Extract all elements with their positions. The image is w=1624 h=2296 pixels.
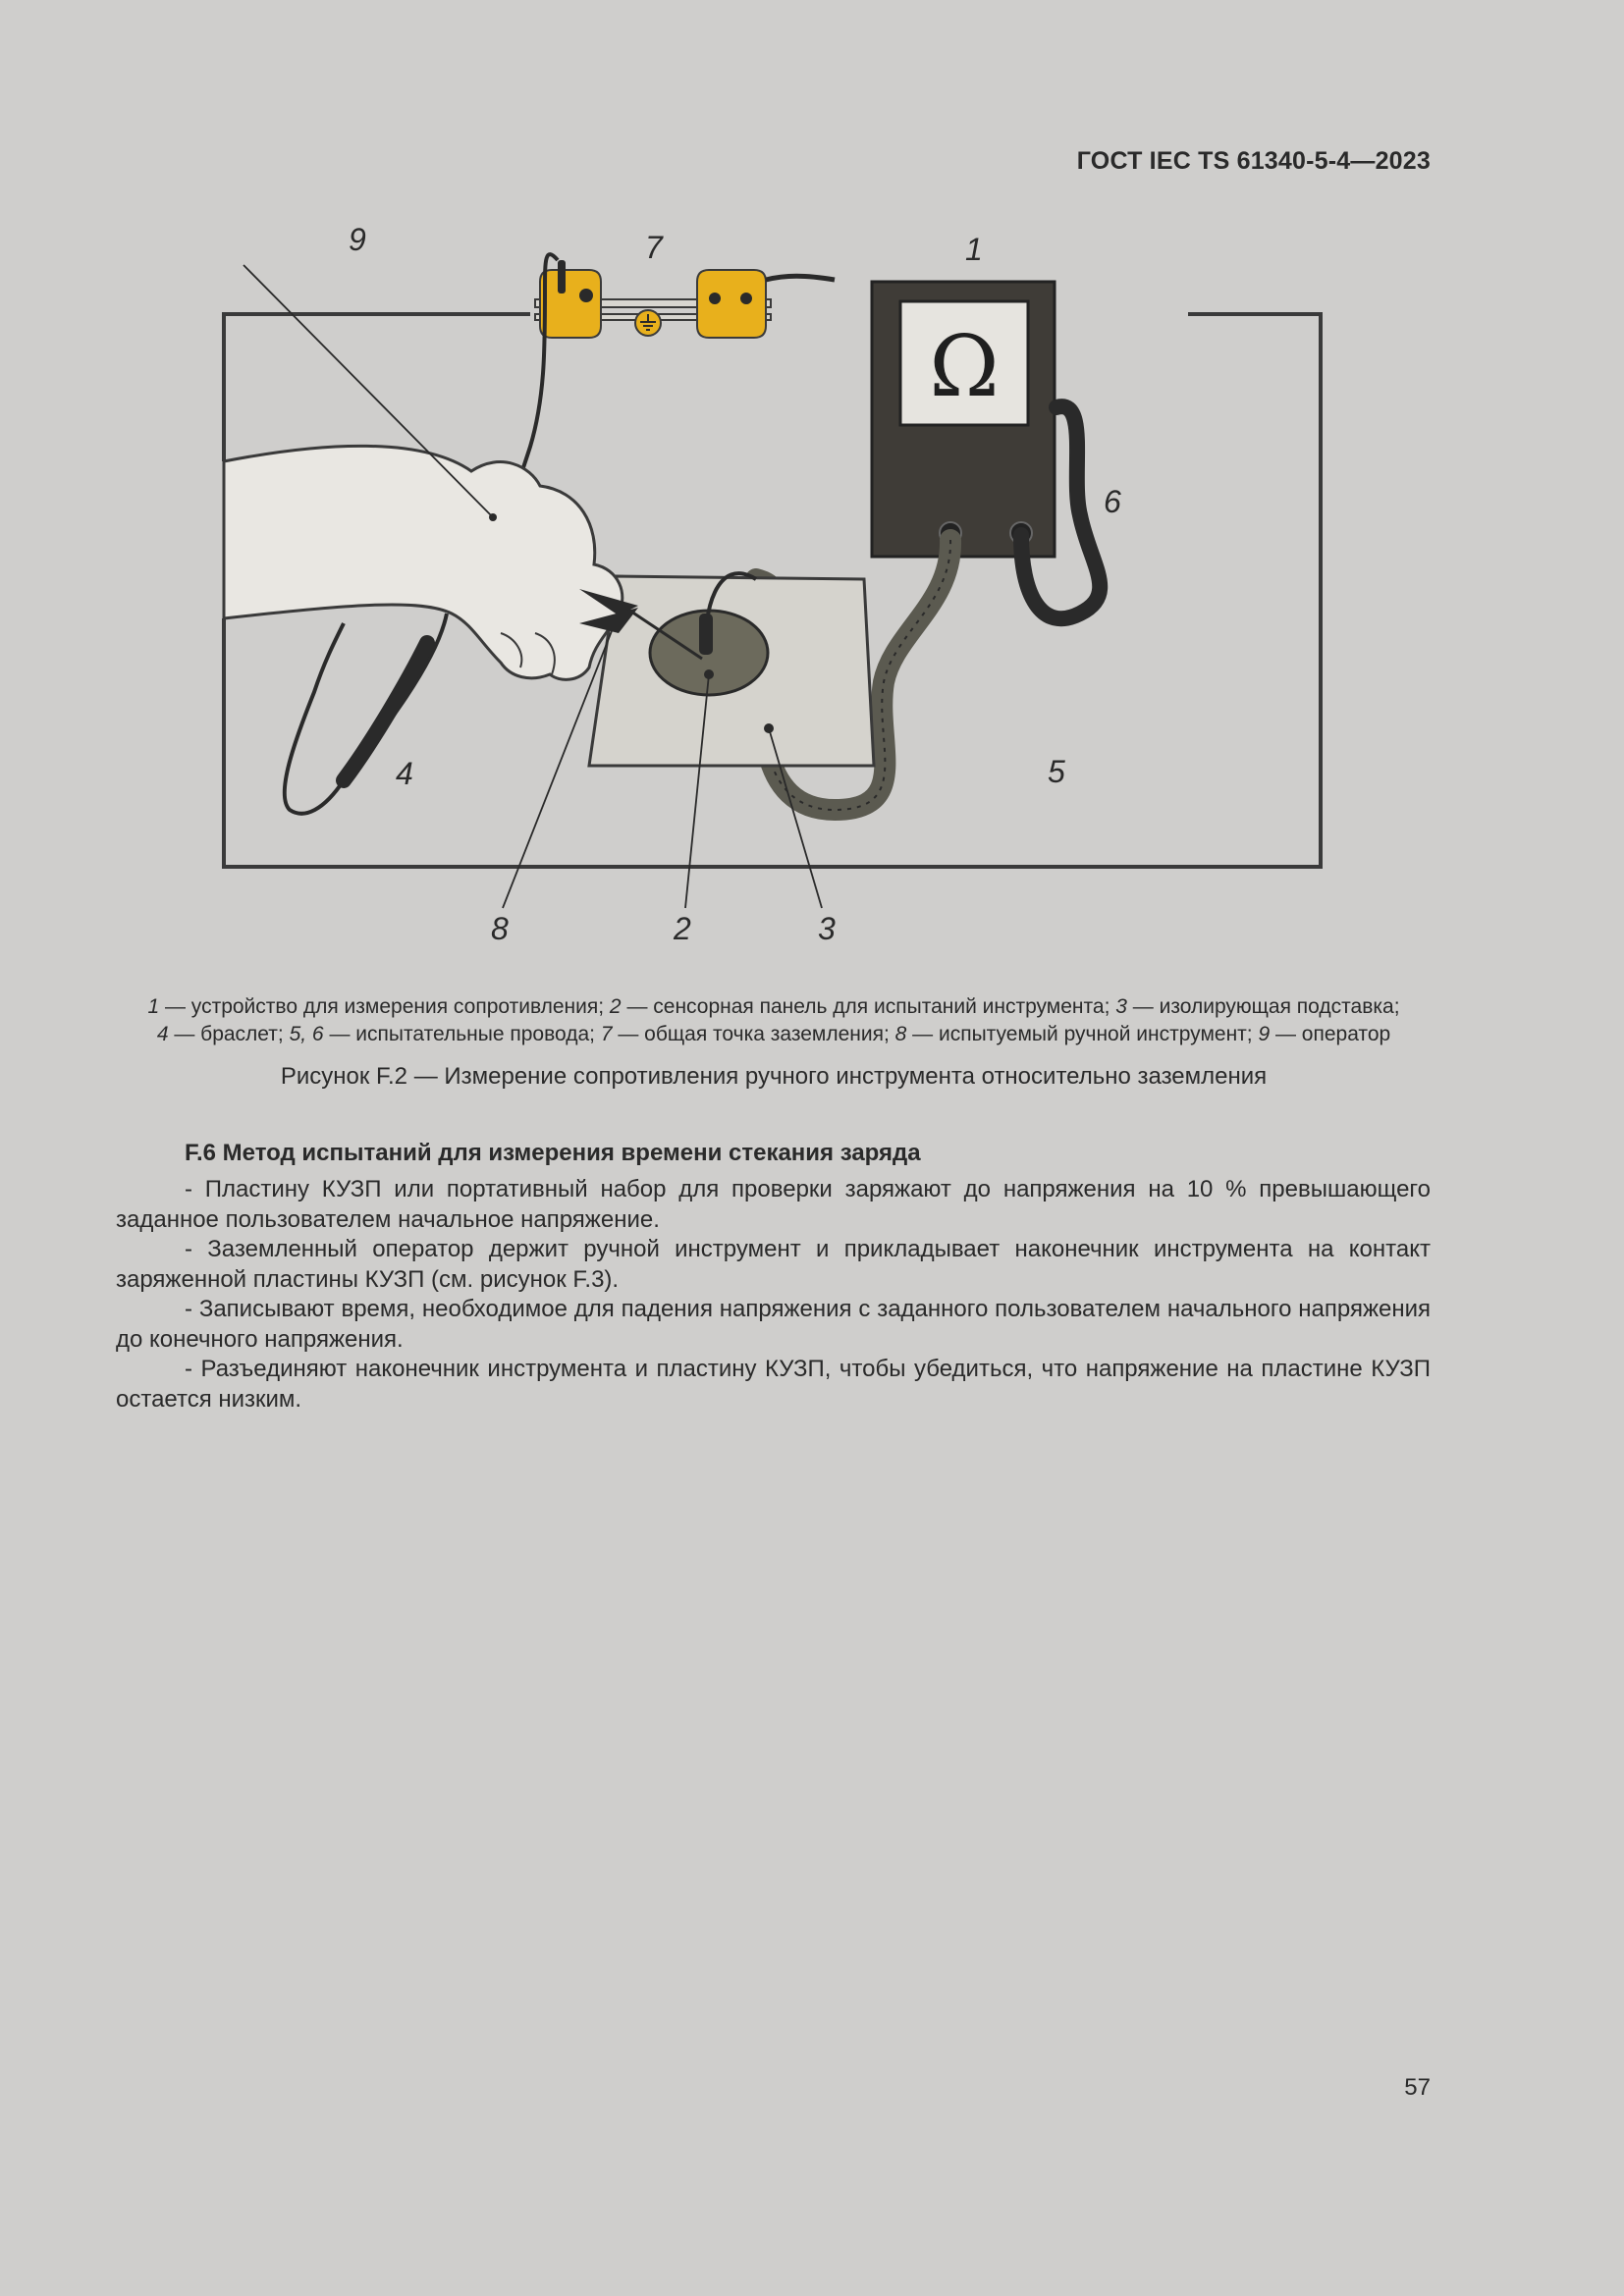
ohm-symbol: Ω <box>929 318 1000 416</box>
legend-line-2 <box>116 1021 1432 1048</box>
legend-num: 8 <box>894 1023 907 1045</box>
figure-legend <box>116 993 1432 1048</box>
callout-1: 1 <box>965 232 983 267</box>
callout-3: 3 <box>818 911 836 946</box>
callout-2: 2 <box>674 911 691 946</box>
paragraph: - Разъединяют наконечник инструмента и пластину КУЗП, чтобы убедиться, что напряжение на пластине КУЗП остается низким. <box>116 1356 1431 1413</box>
section-body <box>116 1175 1431 1415</box>
legend-num: 5, 6 <box>289 1023 324 1045</box>
legend-text: — общая точка заземления; <box>612 1023 895 1045</box>
legend-line-1 <box>116 993 1432 1021</box>
resistance-meter <box>872 282 1055 557</box>
callout-9: 9 <box>349 222 366 257</box>
figure-illustration <box>206 221 1335 967</box>
legend-text: — испытательные провода; <box>323 1023 601 1045</box>
ground-point-rail <box>535 260 771 338</box>
callout-8: 8 <box>491 911 509 946</box>
document-header: ГОСТ IEC TS 61340-5-4—2023 <box>1076 147 1431 175</box>
legend-text: — сенсорная панель для испытаний инструмента; <box>621 995 1116 1018</box>
legend-num: 9 <box>1258 1023 1271 1045</box>
paragraph: - Записывают время, необходимое для падения напряжения с заданного пользователем начального напряжения до конечного напряжения. <box>116 1296 1431 1353</box>
legend-text: — браслет; <box>168 1023 290 1045</box>
page-number: 57 <box>1404 2074 1431 2101</box>
legend-num: 7 <box>600 1023 613 1045</box>
legend-text: — испытуемый ручной инструмент; <box>906 1023 1259 1045</box>
paragraph: - Пластину КУЗП или портативный набор для проверки заряжают до напряжения на 10 % превышающего заданное пользователем начальное напряжение. <box>116 1176 1431 1233</box>
callout-6: 6 <box>1104 484 1121 519</box>
legend-num: 4 <box>156 1023 169 1045</box>
legend-text: — оператор <box>1270 1023 1391 1045</box>
legend-num: 3 <box>1115 995 1127 1018</box>
section-title: F.6 Метод испытаний для измерения времени стекания заряда <box>185 1140 921 1166</box>
legend-text: — устройство для измерения сопротивления; <box>159 995 610 1018</box>
callout-7: 7 <box>645 230 663 265</box>
paragraph: - Заземленный оператор держит ручной инструмент и прикладывает наконечник инструмента на контакт заряженной пластины КУЗП (см. рисунок F.3). <box>116 1236 1431 1293</box>
callout-4: 4 <box>396 756 413 791</box>
figure-caption: Рисунок F.2 — Измерение сопротивления ручного инструмента относительно заземления <box>280 1063 1268 1090</box>
test-setup-diagram <box>206 221 1335 967</box>
legend-num: 2 <box>609 995 622 1018</box>
callout-5: 5 <box>1048 754 1065 789</box>
legend-num: 1 <box>147 995 160 1018</box>
legend-text: — изолирующая подставка; <box>1126 995 1400 1018</box>
